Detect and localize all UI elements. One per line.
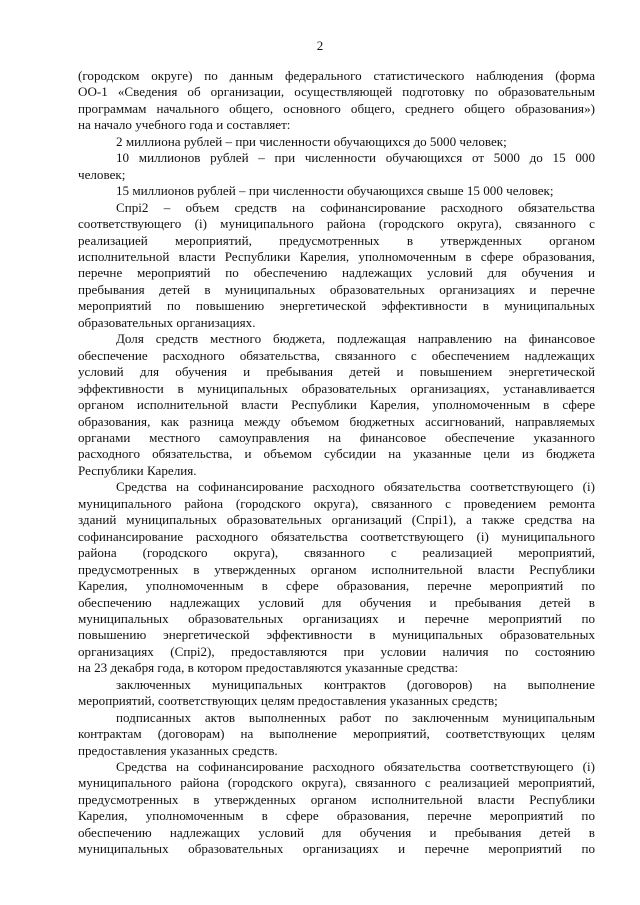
paragraph	[78, 134, 595, 150]
text-line: муниципальных образовательных организациях и перечне мероприятий по	[78, 610, 595, 626]
text-line: софинансирование расходного обязательства соответствующего (i) муниципального	[78, 528, 595, 544]
text-line: Доля средств местного бюджета, подлежащая направлению на финансовое	[116, 331, 595, 347]
text-line: Спрi2 – объем средств на софинансирование расходного обязательства	[116, 199, 595, 215]
text-line: реализацией мероприятий, предусмотренных в утвержденных органом	[78, 232, 595, 248]
text-line: программам начального общего, основного общего, среднего общего образования»)	[78, 100, 595, 116]
text-line: повышению энергетической эффективности в муниципальных образовательных	[78, 627, 595, 643]
text-line: образовательных организациях.	[78, 314, 256, 330]
text-line: перечне мероприятий по обеспечению надлежащих условий для обучения и	[78, 265, 595, 281]
text-line: расходного обязательства, и объемом субсидии на указанные цели из бюджета	[78, 446, 595, 462]
text-line: предусмотренных в утвержденных органом исполнительной власти Республики	[78, 791, 595, 807]
paragraph	[78, 479, 595, 676]
text-line: (городском округе) по данным федерального статистического наблюдения (форма	[78, 68, 595, 83]
text-line: Средства на софинансирование расходного обязательства соответствующего (i)	[116, 759, 595, 775]
text-line: Карелия, уполномоченным в сфере образования, перечне мероприятий по	[78, 578, 595, 594]
text-line: образования, как разница между объемом бюджетных ассигнований, направляемых	[78, 413, 595, 429]
text-line: зданий муниципальных образовательных организаций (Спрi1), а также средства на	[78, 512, 595, 528]
text-line: предусмотренных в утвержденных органом исполнительной власти Республики	[78, 561, 595, 577]
text-line: пребывания детей в муниципальных образовательных организациях и перечне	[78, 281, 595, 297]
text-line: обеспечение расходного обязательства, связанного с обеспечением надлежащих	[78, 347, 595, 363]
text-line: ОО-1 «Сведения об организации, осуществляющей подготовку по образовательным	[78, 84, 595, 100]
text-line: мероприятий по повышению энергетической эффективности в муниципальных	[78, 298, 595, 314]
text-line: условий для обучения и пребывания детей и повышением энергетической	[78, 364, 595, 380]
text-line: обеспечению надлежащих условий для обучения и пребывания детей в	[78, 594, 595, 610]
text-line: муниципальных образовательных организациях и перечне мероприятий по	[78, 841, 595, 857]
paragraph	[78, 68, 595, 134]
paragraph	[78, 677, 595, 710]
document-body	[78, 68, 595, 858]
text-line: муниципального района (городского округа), связанного с проведением ремонта	[78, 495, 595, 511]
text-line: Республики Карелия.	[78, 462, 197, 478]
text-line: предоставления указанных средств.	[78, 742, 278, 758]
text-line: Карелия, уполномоченным в сфере образования, перечне мероприятий по	[78, 808, 595, 824]
text-line: организациях (Спрi2), предоставляются при условии наличия по состоянию	[78, 643, 595, 659]
text-line: 15 миллионов рублей – при численности обучающихся свыше 15 000 человек;	[116, 183, 554, 199]
paragraph	[78, 331, 595, 479]
text-line: эффективности в муниципальных образовательных организациях, устанавливается	[78, 380, 595, 396]
text-line: органом исполнительной власти Республики Карелия, уполномоченным в сфере	[78, 397, 595, 413]
text-line: человек;	[78, 166, 126, 182]
paragraph	[78, 183, 595, 199]
text-line: исполнительной власти Республики Карелия, уполномоченным в сфере образования,	[78, 248, 595, 264]
paragraph	[78, 150, 595, 183]
text-line: на 23 декабря года, в котором предоставляются указанные средства:	[78, 660, 459, 676]
text-line: обеспечению надлежащих условий для обучения и пребывания детей в	[78, 824, 595, 840]
text-line: заключенных муниципальных контрактов (договоров) на выполнение	[116, 676, 595, 692]
text-line: района (городского округа), связанного с реализацией мероприятий,	[78, 545, 595, 561]
text-line: соответствующего (i) муниципального района (городского округа), связанного с	[78, 216, 595, 232]
page-number: 2	[316, 38, 324, 53]
text-line: мероприятий, соответствующих целям предоставления указанных средств;	[78, 693, 498, 709]
paragraph	[78, 710, 595, 759]
text-line: муниципального района (городского округа), связанного с реализацией мероприятий,	[78, 775, 595, 791]
text-line: органами местного самоуправления на финансовое обеспечение указанного	[78, 429, 595, 445]
text-line: 2 миллиона рублей – при численности обучающихся до 5000 человек;	[116, 133, 507, 149]
text-line: 10 миллионов рублей – при численности обучающихся от 5000 до 15 000	[116, 150, 595, 166]
paragraph	[78, 759, 595, 858]
text-line: на начало учебного года и составляет:	[78, 117, 291, 133]
text-line: контрактам (договорам) на выполнение мероприятий, соответствующих целям	[78, 726, 595, 742]
text-line: Средства на софинансирование расходного обязательства соответствующего (i)	[116, 479, 595, 495]
text-line: подписанных актов выполненных работ по заключенным муниципальным	[116, 709, 595, 725]
paragraph	[78, 200, 595, 332]
